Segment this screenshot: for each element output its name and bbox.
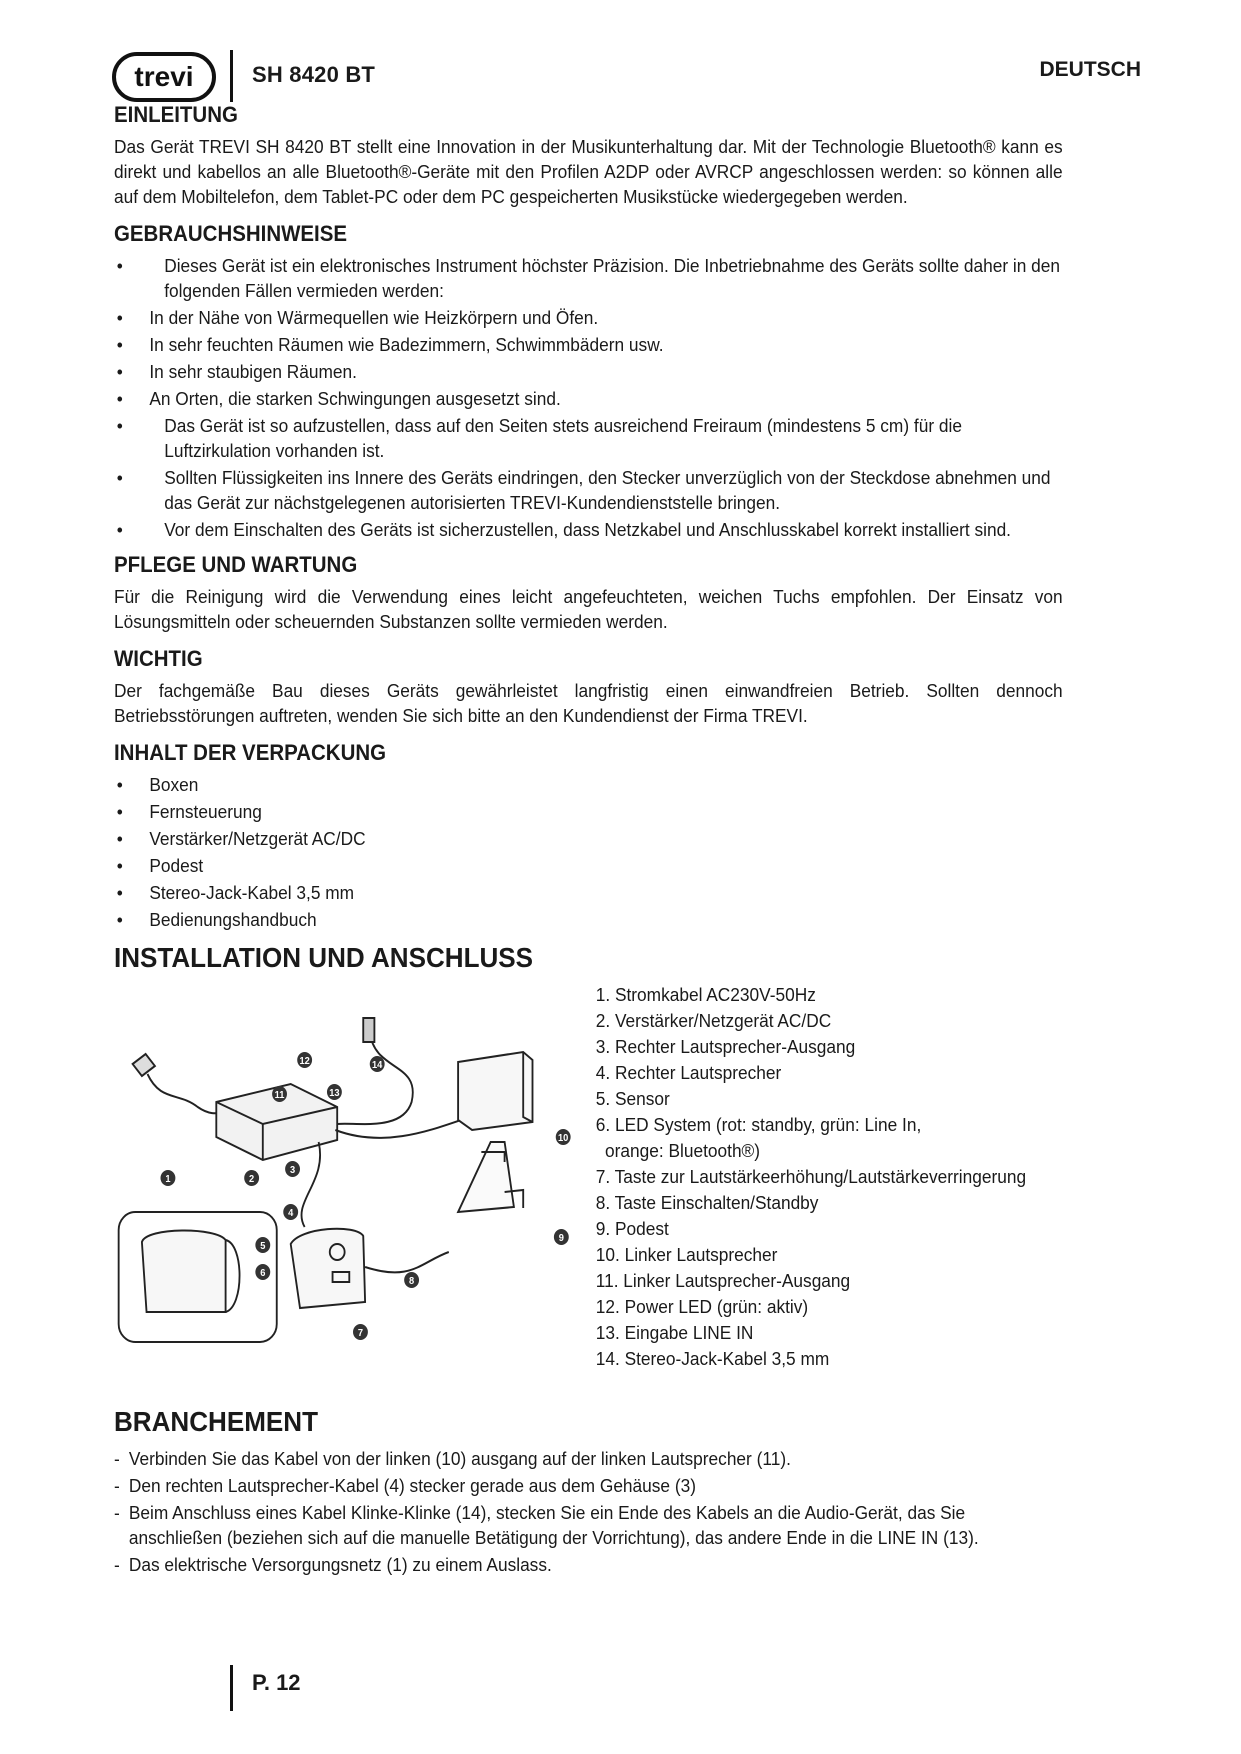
part-item-continuation: orange: Bluetooth®) [605, 1140, 761, 1161]
part-item: 9. Podest [595, 1218, 669, 1239]
part-item: 5. Sensor [595, 1088, 670, 1109]
right-speaker-icon [291, 1229, 365, 1308]
list-item: • Podest [114, 853, 1063, 878]
list-item: • In sehr feuchten Räumen wie Badezimmern, Schwimmbädern usw. [114, 332, 1063, 357]
connection-diagram [114, 1012, 598, 1372]
logo-text: trevi [134, 61, 194, 92]
diagram-label-2: 2 [249, 1173, 255, 1186]
parts-list [596, 982, 1026, 1372]
list-item: • Vor dem Einschalten des Geräts ist sicherzustellen, dass Netzkabel und Anschlusskabel korrekt installiert sind. [114, 517, 1063, 542]
heading-installation: INSTALLATION UND ANSCHLUSS [114, 942, 534, 973]
part-item: 4. Rechter Lautsprecher [595, 1062, 782, 1083]
list-item: • In der Nähe von Wärmequellen wie Heizkörpern und Öfen. [114, 305, 1063, 330]
list-item: • Fernsteuerung [114, 799, 1063, 824]
section-einleitung [114, 102, 1063, 209]
list-branchement [114, 1446, 1063, 1577]
list-gebrauch [114, 253, 1063, 542]
part-item: 14. Stereo-Jack-Kabel 3,5 mm [595, 1348, 830, 1369]
part-item: 3. Rechter Lautsprecher-Ausgang [595, 1036, 856, 1057]
diagram-label-14: 14 [372, 1059, 383, 1072]
diagram-label-12: 12 [299, 1055, 310, 1068]
list-item: - Das elektrische Versorgungsnetz (1) zu einem Auslass. [114, 1552, 1063, 1577]
section-branchement [114, 1406, 1063, 1577]
list-item: • Sollten Flüssigkeiten ins Innere des Geräts eindringen, den Stecker unverzüglich von der Steckdose abnehmen und das Gerät zur nächstgelegenen autorisierten TREVI-Kundendienststelle bringen. [114, 465, 1063, 515]
heading-branchement: BRANCHEMENT [114, 1406, 318, 1437]
heading-wichtig: WICHTIG [114, 646, 203, 671]
part-item: 2. Verstärker/Netzgerät AC/DC [595, 1010, 832, 1031]
diagram-label-4: 4 [288, 1207, 294, 1220]
text-pflege: Für die Reinigung wird die Verwendung eines leicht angefeuchteten, weichen Tuchs empfohlen. Der Einsatz von Lösungsmitteln oder scheuernden Substanzen sollte vermieden werden. [114, 586, 1063, 632]
list-item: - Den rechten Lautsprecher-Kabel (4) stecker gerade aus dem Gehäuse (3) [114, 1473, 1063, 1498]
header-divider [230, 50, 233, 102]
list-item: • Bedienungshandbuch [114, 907, 1063, 932]
part-item: 10. Linker Lautsprecher [595, 1244, 778, 1265]
text-einleitung: Das Gerät TREVI SH 8420 BT stellt eine Innovation in der Musikunterhaltung dar. Mit der Technologie Bluetooth® kann es direkt und kabellos an alle Bluetooth®-Geräte mit den Profilen A2DP oder AVRCP angeschlossen werden: so können alle auf dem Mobiltelefon, dem Tablet-PC oder dem PC gespeicherten Musikstücke wiedergegeben werden. [114, 136, 1063, 207]
jack-plug-icon [363, 1018, 374, 1042]
section-inhalt [114, 740, 1063, 932]
diagram-label-1: 1 [165, 1173, 171, 1186]
diagram-label-5: 5 [260, 1240, 266, 1253]
heading-inhalt: INHALT DER VERPACKUNG [114, 740, 387, 765]
part-item: 6. LED System (rot: standby, grün: Line In, [595, 1114, 922, 1135]
diagram-label-9: 9 [558, 1232, 564, 1245]
text-wichtig: Der fachgemäße Bau dieses Geräts gewährleistet langfristig einen einwandfreien Betrieb. Sollten dennoch Betriebsstörungen auftreten, wenden Sie sich bitte an den Kundendienst der Firma TREVI. [114, 680, 1063, 726]
heading-gebrauch: GEBRAUCHSHINWEISE [114, 221, 348, 246]
section-pflege [114, 552, 1063, 634]
part-item: 7. Taste zur Lautstärkeerhöhung/Lautstärkeverringerung [595, 1166, 1027, 1187]
model-name: SH 8420 BT [252, 62, 376, 87]
part-item: 1. Stromkabel AC230V-50Hz [595, 984, 816, 1005]
trevi-logo [112, 52, 216, 102]
diagram-label-3: 3 [289, 1164, 296, 1177]
list-item: • In sehr staubigen Räumen. [114, 359, 1063, 384]
list-item: • An Orten, die starken Schwingungen ausgesetzt sind. [114, 386, 1063, 411]
list-item: • Stereo-Jack-Kabel 3,5 mm [114, 880, 1063, 905]
part-item: 13. Eingabe LINE IN [595, 1322, 754, 1343]
list-item: - Verbinden Sie das Kabel von der linken (10) ausgang auf der linken Lautsprecher (11). [114, 1446, 1063, 1471]
page-number: P. 12 [252, 1670, 301, 1695]
diagram-label-7: 7 [357, 1327, 364, 1340]
section-installation [114, 942, 1063, 1400]
list-item: - Beim Anschluss eines Kabel Klinke-Klinke (14), stecken Sie ein Ende des Kabels an die Audio-Gerät, das Sie anschließen (beziehen sich auf die manuelle Betätigung der Vorrichtung), das andere Ende in die LINE IN (13). [114, 1500, 1063, 1550]
list-item: • Verstärker/Netzgerät AC/DC [114, 826, 1063, 851]
heading-pflege: PFLEGE UND WARTUNG [114, 552, 358, 577]
diagram-label-8: 8 [409, 1275, 415, 1288]
part-item: 12. Power LED (grün: aktiv) [595, 1296, 809, 1317]
part-item: 8. Taste Einschalten/Standby [595, 1192, 819, 1213]
part-item: 11. Linker Lautsprecher-Ausgang [595, 1270, 851, 1291]
section-wichtig [114, 646, 1063, 728]
diagram-label-11: 11 [274, 1089, 285, 1102]
diagram-label-6: 6 [260, 1267, 266, 1280]
language-label: DEUTSCH [1039, 58, 1141, 81]
list-item: • Dieses Gerät ist ein elektronisches Instrument höchster Präzision. Die Inbetriebnahme des Geräts sollte daher in den folgenden Fällen vermieden werden: [114, 253, 1063, 303]
power-plug-icon [133, 1054, 155, 1076]
diagram-label-10: 10 [558, 1132, 569, 1145]
section-gebrauch [114, 221, 1063, 542]
list-item: • Boxen [114, 772, 1063, 797]
diagram-label-13: 13 [329, 1087, 340, 1100]
left-speaker-icon [458, 1052, 532, 1130]
content [114, 102, 1063, 1579]
footer-divider [230, 1665, 233, 1711]
list-inhalt [114, 772, 1063, 932]
installation-block [114, 982, 1063, 1400]
heading-einleitung: EINLEITUNG [114, 102, 238, 127]
list-item: • Das Gerät ist so aufzustellen, dass auf den Seiten stets ausreichend Freiraum (mindestens 5 cm) für die Luftzirkulation vorhanden ist. [114, 413, 1063, 463]
